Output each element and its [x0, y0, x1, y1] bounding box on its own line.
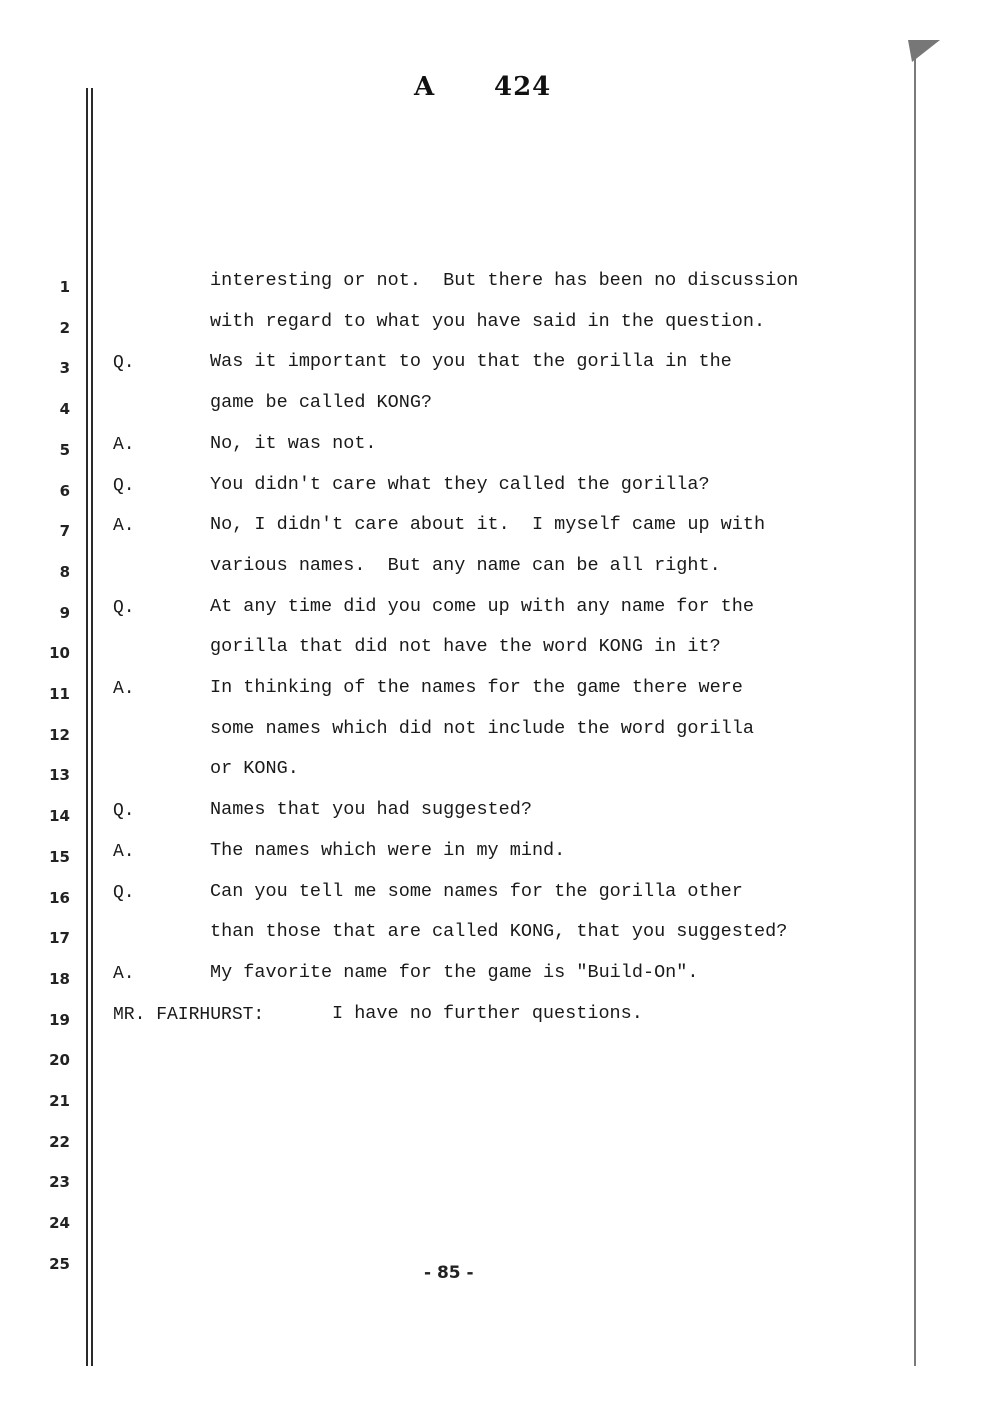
speaker-label: Q. — [113, 353, 135, 373]
right-margin-rule — [914, 40, 916, 1366]
speaker-label: MR. FAIRHURST: — [113, 1005, 265, 1025]
transcript-text: Can you tell me some names for the gorilla other — [210, 881, 743, 902]
corner-scan-mark — [908, 40, 940, 62]
speaker-label: A. — [113, 679, 135, 699]
speaker-label: Q. — [113, 801, 135, 821]
line-number: 10 — [49, 644, 70, 662]
line-number: 13 — [49, 766, 70, 784]
line-number: 12 — [49, 726, 70, 744]
speaker-label: Q. — [113, 883, 135, 903]
line-number: 11 — [49, 685, 70, 703]
transcript-text: I have no further questions. — [332, 1003, 643, 1024]
transcript-text: At any time did you come up with any name for the — [210, 596, 754, 617]
line-number: 7 — [59, 522, 70, 540]
line-number: 4 — [59, 400, 70, 418]
transcript-text: gorilla that did not have the word KONG in it? — [210, 636, 721, 657]
line-number: 5 — [59, 441, 70, 459]
transcript-text: The names which were in my mind. — [210, 840, 566, 861]
transcript-text: various names. But any name can be all right. — [210, 555, 721, 576]
exhibit-number: 424 — [494, 72, 552, 102]
line-number: 20 — [49, 1051, 70, 1069]
transcript-text: No, I didn't care about it. I myself came up with — [210, 514, 766, 535]
page-number: - 85 - — [424, 1263, 474, 1283]
transcript-text: No, it was not. — [210, 433, 377, 454]
transcript-text: In thinking of the names for the game there were — [210, 677, 743, 698]
line-number: 1 — [59, 278, 70, 296]
exhibit-letter: A — [414, 72, 436, 102]
line-number: 2 — [59, 319, 70, 337]
transcript-text: interesting or not. But there has been no discussion — [210, 270, 799, 291]
line-number: 8 — [59, 563, 70, 581]
speaker-label: A. — [113, 435, 135, 455]
line-number: 9 — [59, 604, 70, 622]
transcript-text: some names which did not include the word gorilla — [210, 718, 754, 739]
transcript-text: You didn't care what they called the gorilla? — [210, 474, 710, 495]
speaker-label: Q. — [113, 476, 135, 496]
line-number: 19 — [49, 1011, 70, 1029]
line-number: 23 — [49, 1173, 70, 1191]
line-number: 6 — [59, 482, 70, 500]
transcript-text: or KONG. — [210, 758, 299, 779]
line-number: 22 — [49, 1133, 70, 1151]
line-number: 18 — [49, 970, 70, 988]
transcript-text: My favorite name for the game is "Build-On". — [210, 962, 699, 983]
transcript-text: than those that are called KONG, that you suggested? — [210, 921, 788, 942]
transcript-text: Names that you had suggested? — [210, 799, 532, 820]
speaker-label: Q. — [113, 598, 135, 618]
line-number: 3 — [59, 359, 70, 377]
left-margin-rule — [86, 88, 88, 1366]
line-number: 21 — [49, 1092, 70, 1110]
line-number: 17 — [49, 929, 70, 947]
line-number: 16 — [49, 889, 70, 907]
transcript-text: game be called KONG? — [210, 392, 433, 413]
speaker-label: A. — [113, 516, 135, 536]
speaker-label: A. — [113, 964, 135, 984]
transcript-text: with regard to what you have said in the question. — [210, 311, 766, 332]
line-number: 14 — [49, 807, 70, 825]
transcript-text: Was it important to you that the gorilla in the — [210, 351, 732, 372]
line-number: 15 — [49, 848, 70, 866]
speaker-label: A. — [113, 842, 135, 862]
left-margin-rule-inner — [91, 88, 93, 1366]
line-number: 25 — [49, 1255, 70, 1273]
line-number: 24 — [49, 1214, 70, 1232]
